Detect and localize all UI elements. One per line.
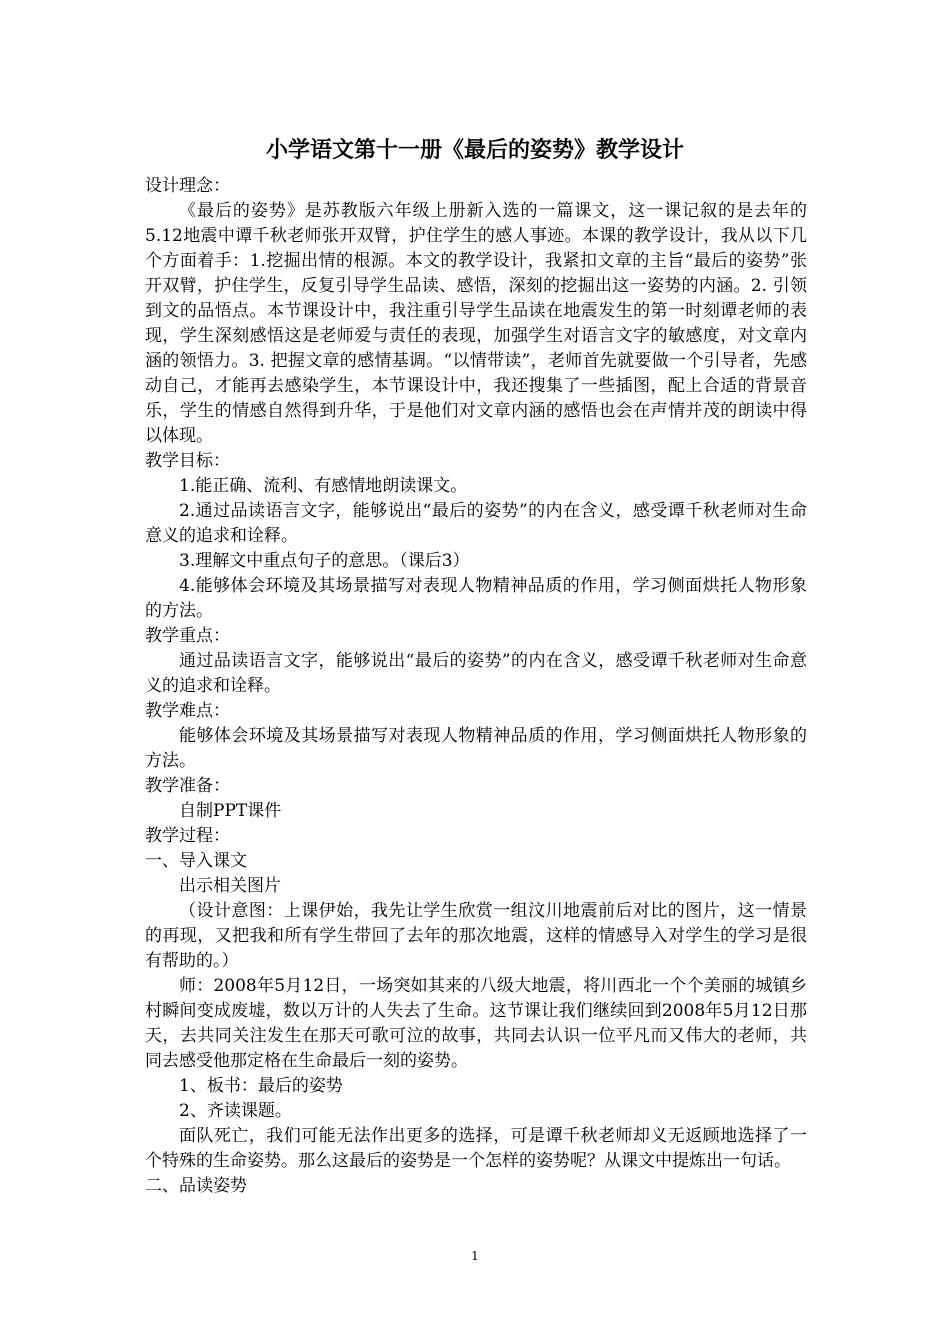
body-paragraph: 出示相关图片 bbox=[179, 876, 281, 896]
section-heading: 教学过程： bbox=[145, 826, 230, 846]
section-heading: 设计理念： bbox=[145, 176, 230, 196]
body-paragraph: 师：2008年5月12日，一场突如其来的八级大地震，将川西北一个个美丽的城镇乡村瞬间变成废墟，数以万计的人失去了生命。这节课让我们继续回到2008年5月12日那天，去共同关注发生在那天可歌可泣的故事，共同去认识一位平凡而又伟大的老师，共同去感受他那定格在生命最后一刻的姿势。 bbox=[145, 976, 807, 1071]
page-number: 1 bbox=[471, 1249, 479, 1263]
body-paragraph: 2、齐读课题。 bbox=[179, 1101, 292, 1121]
document-title: 小学语文第十一册《最后的姿势》教学设计 bbox=[265, 138, 684, 163]
section-heading: 二、品读姿势 bbox=[145, 1176, 247, 1196]
body-paragraph: 1、板书：最后的姿势 bbox=[179, 1076, 343, 1096]
body-paragraph: 1.能正确、流利、有感情地朗读课文。 bbox=[179, 476, 468, 496]
document-body bbox=[145, 174, 807, 1199]
section-heading: 教学难点： bbox=[145, 701, 230, 721]
section-heading: 教学重点： bbox=[145, 626, 230, 646]
section-heading: 教学准备： bbox=[145, 776, 230, 796]
body-paragraph: 2.通过品读语言文字，能够说出“最后的姿势”的内在含义，感受谭千秋老师对生命意义的追求和诠释。 bbox=[145, 501, 807, 546]
section-heading: 教学目标： bbox=[145, 451, 230, 471]
section-heading: 一、导入课文 bbox=[145, 851, 247, 871]
body-paragraph: 自制PPT课件 bbox=[179, 801, 282, 821]
body-paragraph: 《最后的姿势》是苏教版六年级上册新入选的一篇课文，这一课记叙的是去年的5.12地震中谭千秋老师张开双臂，护住学生的感人事迹。本课的教学设计，我从以下几个方面着手：1.挖掘出情的根源。本文的教学设计，我紧扣文章的主旨“最后的姿势”张开双臂，护住学生，反复引导学生品读、感悟，深刻的挖掘出这一姿势的内涵。2. 引领到文的品悟点。本节课设计中，我注重引导学生品读在地震发生的第一时刻谭老师的表现，学生深刻感悟这是老师爱与责任的表现，加强学生对语言文字的敏感度，对文章内涵的领悟力。3. 把握文章的感情基调。“以情带读”，老师首先就要做一个引导者，先感动自己，才能再去感染学生，本节课设计中，我还搜集了一些插图，配上合适的背景音乐，学生的情感自然得到升华，于是他们对文章内涵的感悟也会在声情并茂的朗读中得以体现。 bbox=[145, 201, 807, 446]
body-paragraph: （设计意图：上课伊始，我先让学生欣赏一组汶川地震前后对比的图片，这一情景的再现，又把我和所有学生带回了去年的那次地震，这样的情感导入对学生的学习是很有帮助的。） bbox=[145, 901, 807, 971]
body-paragraph: 能够体会环境及其场景描写对表现人物精神品质的作用，学习侧面烘托人物形象的方法。 bbox=[145, 726, 807, 771]
body-paragraph: 3.理解文中重点句子的意思。（课后3） bbox=[179, 551, 470, 571]
body-paragraph: 面队死亡，我们可能无法作出更多的选择，可是谭千秋老师却义无返顾地选择了一个特殊的生命姿势。那么这最后的姿势是一个怎样的姿势呢？从课文中提炼出一句话。 bbox=[145, 1126, 807, 1171]
body-paragraph: 4.能够体会环境及其场景描写对表现人物精神品质的作用，学习侧面烘托人物形象的方法。 bbox=[145, 576, 807, 621]
body-paragraph: 通过品读语言文字，能够说出“最后的姿势”的内在含义，感受谭千秋老师对生命意义的追求和诠释。 bbox=[145, 651, 807, 696]
